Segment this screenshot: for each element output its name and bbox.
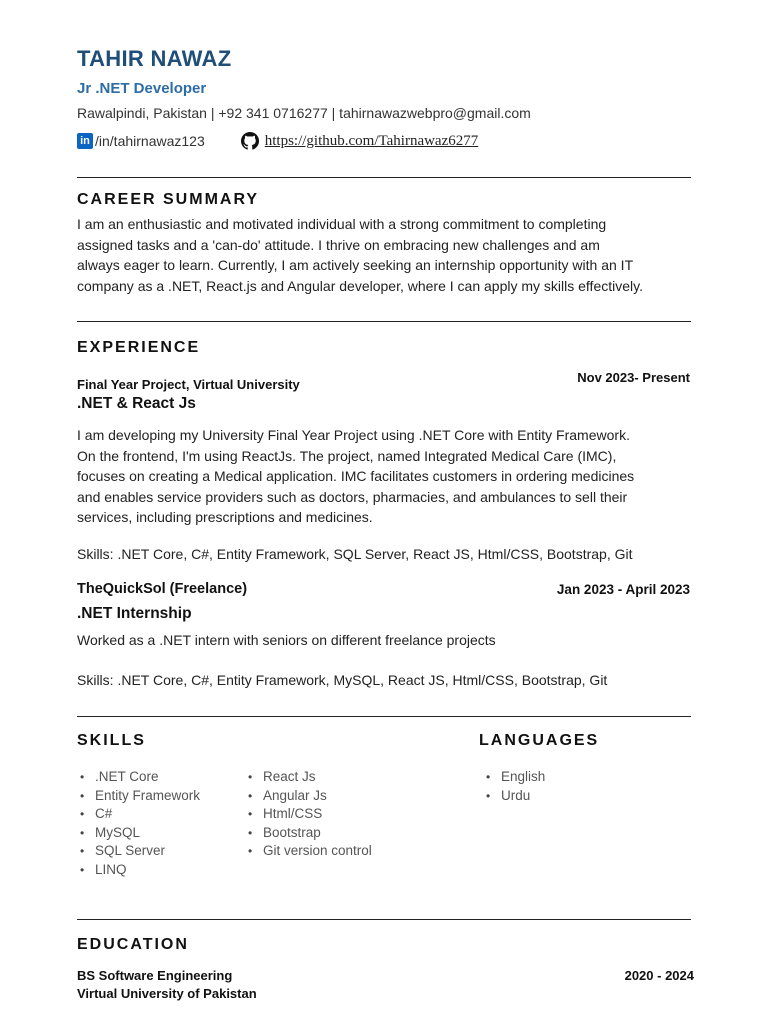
divider — [77, 716, 691, 717]
skill-item: • SQL Server — [77, 842, 200, 861]
divider — [77, 177, 691, 178]
career-summary-heading: CAREER SUMMARY — [77, 191, 260, 208]
skills-heading: SKILLS — [77, 732, 146, 749]
skills-list-2 — [245, 768, 372, 861]
job-org: Final Year Project, Virtual University — [77, 377, 300, 392]
linkedin-icon: in — [77, 133, 93, 149]
education-heading: EDUCATION — [77, 936, 189, 953]
degree: BS Software Engineering — [77, 968, 233, 983]
skill-item: • React Js — [245, 768, 372, 787]
linkedin-link[interactable]: /in/tahirnawaz123 — [95, 133, 205, 149]
skill-item: • Bootstrap — [245, 824, 372, 843]
profile-links — [77, 130, 478, 152]
job-skills: Skills: .NET Core, C#, Entity Framework, MySQL, React JS, Html/CSS, Bootstrap, Git — [77, 672, 608, 688]
skill-item: • C# — [77, 805, 200, 824]
skill-item: • Entity Framework — [77, 787, 200, 806]
summary-line: assigned tasks and a 'can-do' attitude. I thrive on embracing new challenges and am — [77, 236, 600, 253]
description-line: services, including prescriptions and medicines. — [77, 509, 373, 525]
skill-item: • Html/CSS — [245, 805, 372, 824]
job-org: TheQuickSol (Freelance) — [77, 581, 248, 597]
skill-item: • MySQL — [77, 824, 200, 843]
languages-list — [483, 768, 545, 805]
skill-item: • LINQ — [77, 861, 200, 880]
job-skills: Skills: .NET Core, C#, Entity Framework, SQL Server, React JS, Html/CSS, Bootstrap, Git — [77, 546, 633, 562]
description-line: Worked as a .NET intern with seniors on different freelance projects — [77, 632, 496, 648]
github-icon — [241, 132, 259, 150]
summary-line: company as a .NET, React.js and Angular developer, where I can apply my skills effectively. — [77, 277, 643, 294]
divider — [77, 919, 691, 920]
job-dates: Jan 2023 - April 2023 — [556, 582, 690, 597]
github-link[interactable]: https://github.com/Tahirnawaz6277 — [264, 132, 479, 149]
divider — [77, 321, 691, 322]
job-title: .NET Internship — [77, 605, 192, 622]
contact-line: Rawalpindi, Pakistan | +92 341 0716277 | tahirnawazwebpro@gmail.com — [77, 105, 531, 121]
description-line: focuses on creating a Medical application. IMC facilitates customers in ordering medicines — [77, 468, 635, 484]
career-summary-text — [77, 214, 695, 296]
description-line: and enables service providers such as doctors, pharmacies, and ambulances to sell their — [77, 488, 628, 505]
skill-item: • .NET Core — [77, 768, 200, 787]
language-item: • Urdu — [483, 787, 545, 806]
skill-item: • Angular Js — [245, 787, 372, 806]
skills-list-1 — [77, 768, 200, 879]
school: Virtual University of Pakistan — [77, 986, 257, 1001]
summary-line: always eager to learn. Currently, I am actively seeking an internship opportunity with an IT — [77, 257, 634, 273]
summary-line: I am an enthusiastic and motivated individual with a strong commitment to completing — [77, 216, 607, 232]
job-title: .NET & React Js — [77, 395, 196, 412]
job-dates: Nov 2023- Present — [577, 370, 690, 385]
candidate-name: TAHIR NAWAZ — [77, 46, 232, 71]
languages-heading: LANGUAGES — [479, 732, 600, 749]
language-item: • English — [483, 768, 545, 787]
experience-heading: EXPERIENCE — [77, 339, 201, 356]
description-line: I am developing my University Final Year Project using .NET Core with Entity Framework. — [77, 427, 630, 443]
job-description — [77, 425, 695, 528]
skill-item: • Git version control — [245, 842, 372, 861]
education-dates: 2020 - 2024 — [624, 968, 694, 983]
description-line: On the frontend, I'm using ReactJs. The project, named Integrated Medical Care (IMC), — [77, 447, 617, 464]
job-title: Jr .NET Developer — [77, 80, 207, 97]
job-description — [77, 630, 695, 651]
